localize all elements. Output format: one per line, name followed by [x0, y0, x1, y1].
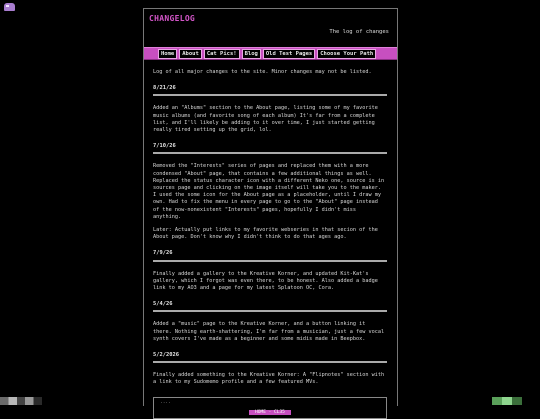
intro-text: Log of all major changes to the site. Minor changes may not be listed.: [153, 69, 372, 75]
nav-about[interactable]: About: [179, 49, 202, 59]
page-header: [144, 9, 397, 47]
pixel-decoration-right: [492, 397, 522, 405]
footer-nav-link[interactable]: HOME · CL35: [249, 410, 291, 415]
page-title: CHANGELOG: [149, 14, 196, 23]
entry-date: 5/4/26: [153, 301, 387, 312]
page-subtitle: The log of changes: [329, 29, 389, 35]
changelog-page: [143, 8, 398, 415]
nav-home[interactable]: Home: [158, 49, 177, 59]
nav-blog[interactable]: Blog: [242, 49, 261, 59]
footer-label: ····: [160, 401, 171, 406]
entry-text: Added an "Albums" section to the About page, listing some of my favorite music albums (and favorite song of each album) It's far from a complete list, and I'll likely be adding to it over time, I just started getting really tired setting up the grid, lol.: [153, 105, 378, 134]
nav-cat-pics[interactable]: Cat Pics!: [204, 49, 240, 59]
nav-bar: [144, 47, 397, 60]
pixel-mascot-icon: [4, 3, 15, 11]
entry-date: 7/10/26: [153, 143, 387, 154]
changelog-content: [144, 60, 397, 387]
entry-date: 8/21/26: [153, 85, 387, 96]
footer-box: [153, 397, 387, 419]
entry-text: Added a "music" page to the Kreative Korner, and a button linking it there. Nothing earth-shattering, I'm far from a musician, just a few vocal synth covers I've made as a beginner and some midis made in Beepbox.: [153, 321, 385, 342]
entry-text: Finally added something to the Kreative Korner: A "Flipnotes" section with a link to my Sudomemo profile and a few featured MVs.: [153, 372, 385, 386]
entry-text: Later: Actually put links to my favorite webseries in that secion of the About page. Don't know why I didn't think to do that ages ago.: [153, 227, 378, 241]
footer-nav: [154, 410, 386, 415]
nav-choose-your-path[interactable]: Choose Your Path: [317, 49, 376, 59]
entry-date: 5/2/2026: [153, 352, 387, 363]
entry-date: 7/9/26: [153, 250, 387, 261]
entry-text: Removed the "Interests" series of pages and replaced them with a more condensed "About" page, that contains a few additional things as well. Replaced the status character icon with a different Neko one, source is in sources page and clicking on the image itself will take you to the maker. I used the some icon for the About page as a placeholder, until I draw my own. Had to fix the menu in every page to go to the "About" page instead of the now-nonexistent "Interests" pages, hopefully I didn't miss anything.: [153, 163, 385, 220]
entry-text: Finally added a gallery to the Kreative Korner, and updated Kit-Kat's gallery, which I forgot was even there, to be honest. Also added a badge link to my AO3 and a page for my latest Splatoon OC, Cora.: [153, 270, 378, 292]
nav-old-test-pages[interactable]: Old Test Pages: [263, 49, 315, 59]
pixel-decoration-left: [0, 397, 42, 405]
